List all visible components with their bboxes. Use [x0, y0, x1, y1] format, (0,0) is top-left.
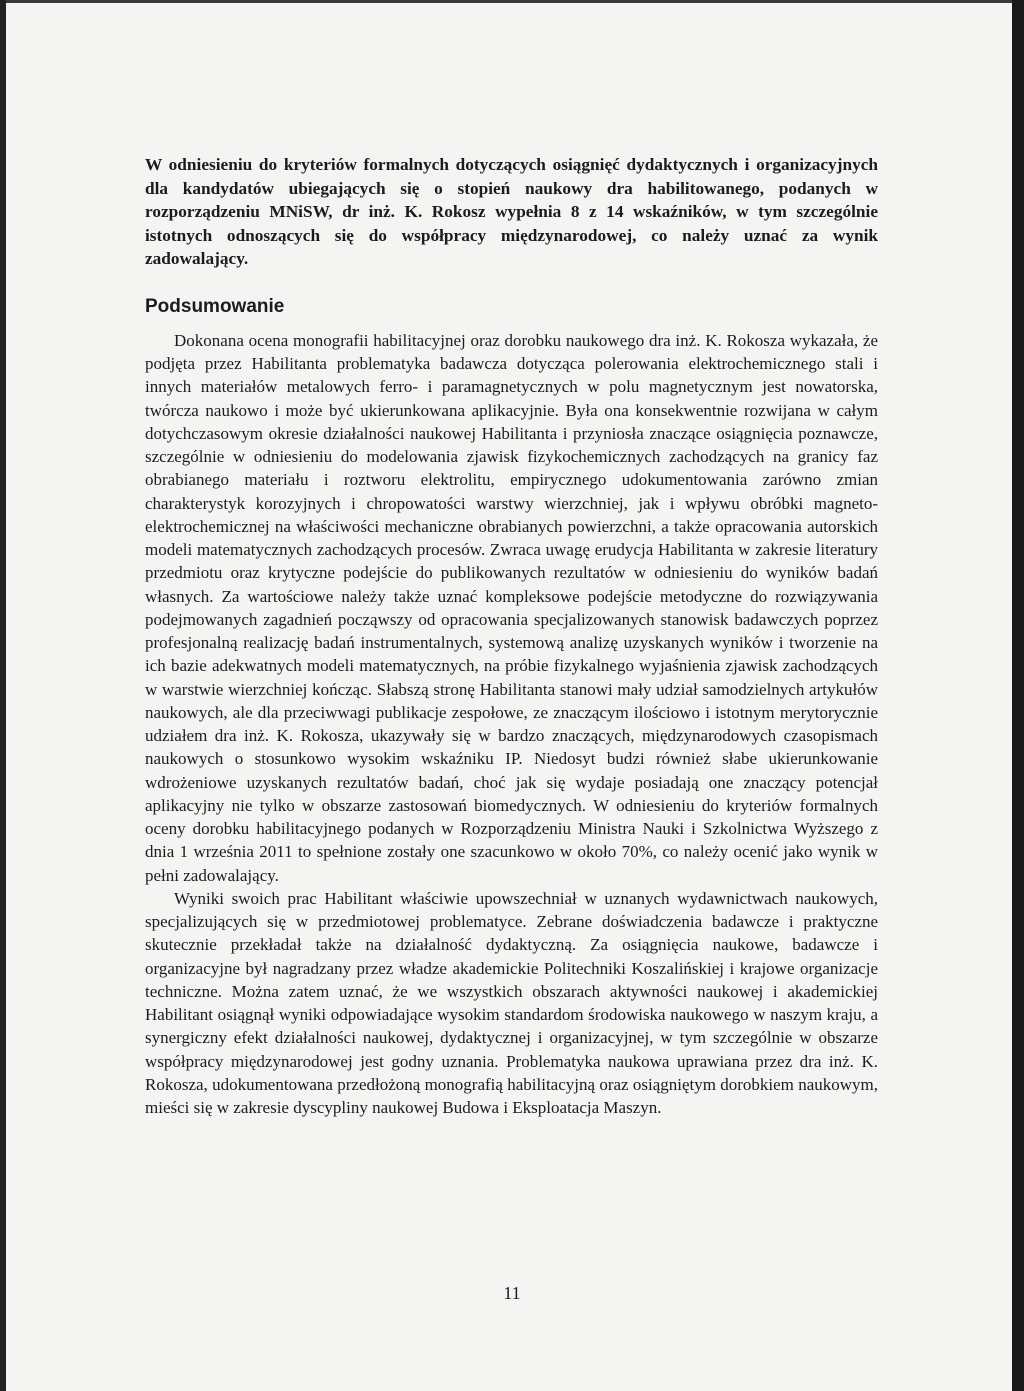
scan-edge-left: [0, 0, 6, 1391]
section-heading: Podsumowanie: [145, 295, 285, 317]
summary-paragraph: Dokonana ocena monografii habilitacyjnej oraz dorobku naukowego dra inż. K. Rokosza wykazała, że podjęta przez Habilitanta problematyka badawcza dotycząca polerowania elektrochemicznego stali i innych materiałów metalowych ferro- i paramagnetycznych w polu magnetycznym jest nowatorska, twórcza naukowo i może być ukierunkowana aplikacyjnie. Była ona konsekwentnie rozwijana w całym dotychczasowym okresie działalności naukowej Habilitanta i przyniosła znaczące osiągnięcia poznawcze, szczególnie w odniesieniu do modelowania zjawisk fizykochemicznych zachodzących na granicy faz obrabianego materiału i roztworu elektrolitu, empirycznego udokumentowania zarówno zmian charakterystyk korozyjnych i chropowatości warstwy wierzchniej, jak i wpływu obróbki magneto-elektrochemicznej na właściwości mechaniczne obrabianych powierzchni, a także opracowania autorskich modeli matematycznych zachodzących procesów. Zwraca uwagę erudycja Habilitanta w zakresie literatury przedmiotu oraz krytyczne podejście do publikowanych rezultatów w odniesieniu do wyników badań własnych. Za wartościowe należy także uznać kompleksowe podejście metodyczne do rozwiązywania podejmowanych zagadnień począwszy od opracowania specjalizowanych stanowisk badawczych poprzez profesjonalną realizację badań instrumentalnych, systemową analizę uzyskanych wyników i tworzenie na ich bazie adekwatnych modeli matematycznych, na próbie fizykalnego wyjaśnienia zjawisk zachodzących w warstwie wierzchniej kończąc. Słabszą stronę Habilitanta stanowi mały udział samodzielnych artykułów naukowych, ale dla przeciwwagi publikacje zespołowe, ze znaczącym ilościowo i istotnym merytorycznie udziałem dra inż. K. Rokosza, ukazywały się w bardzo znaczących, międzynarodowych czasopismach naukowych o stosunkowo wysokim wskaźniku IP. Niedosyt budzi również słabe ukierunkowanie wdrożeniowe uzyskanych rezultatów badań, choć jak się wydaje posiadają one znaczący potencjał aplikacyjny nie tylko w obszarze zastosowań biomedycznych. W odniesieniu do kryteriów formalnych oceny dorobku habilitacyjnego podanych w Rozporządzeniu Ministra Nauki i Szkolnictwa Wyższego z dnia 1 września 2011 to spełnione zostały one szacunkowo w około 70%, co należy ocenić jako wynik w pełni zadowalający.: [145, 330, 878, 885]
intro-paragraph: W odniesieniu do kryteriów formalnych dotyczących osiągnięć dydaktycznych i organizacyjnych dla kandydatów ubiegających się o stopień naukowy dra habilitowanego, podanych w rozporządzeniu MNiSW, dr inż. K. Rokosz wypełnia 8 z 14 wskaźników, w tym szczególnie istotnych odnoszących się do współpracy międzynarodowej, co należy uznać za wynik zadowalający.: [145, 155, 878, 269]
summary-paragraph: Wyniki swoich prac Habilitant właściwie upowszechniał w uznanych wydawnictwach naukowych, specjalizujących się w przedmiotowej problematyce. Zebrane doświadczenia badawcze i praktyczne skutecznie przekładał także na działalność dydaktyczną. Za osiągnięcia naukowe, badawcze i organizacyjne był nagradzany przez władze akademickie Politechniki Koszalińskiej i krajowe organizacje techniczne. Można zatem uznać, że we wszystkich obszarach aktywności naukowej i akademickiej Habilitant osiągnął wyniki odpowiadające wysokim standardom środowiska naukowego w naszym kraju, a synergiczny efekt działalności naukowej, dydaktycznej i organizacyjnej, w tym szczególnie w obszarze współpracy międzynarodowej jest godny uznania. Problematyka naukowa uprawiana przez dra inż. K. Rokosza, udokumentowana przedłożoną monografią habilitacyjną oraz osiągniętym dorobkiem naukowym, mieści się w zakresie dyscypliny naukowej Budowa i Eksploatacja Maszyn.: [145, 888, 878, 1118]
page-number: 11: [503, 1283, 521, 1303]
summary-body: [145, 329, 878, 1120]
scan-edge-top: [0, 0, 1024, 3]
document-page: [145, 153, 878, 1119]
scan-edge-right: [1012, 0, 1024, 1391]
